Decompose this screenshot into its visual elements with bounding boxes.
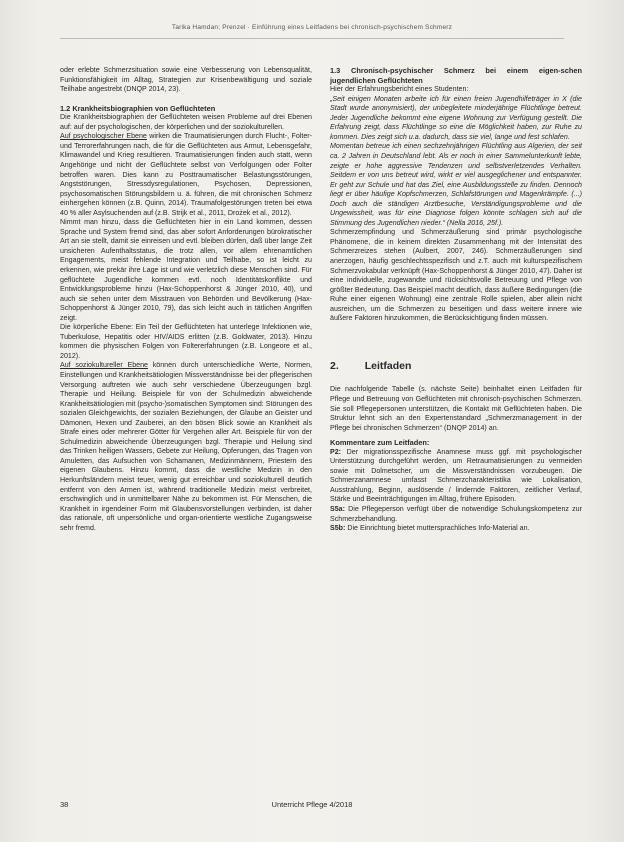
item-text: Die Pflegeperson verfügt über die notwendige Schulungskompetenz zur Schmerzbehandlung. — [330, 505, 582, 523]
section-heading-2 — [330, 359, 582, 372]
paragraph — [60, 132, 312, 218]
underlined-term: Auf soziokultureller Ebene — [60, 361, 148, 370]
underlined-term: Auf psychologischer Ebene — [60, 132, 147, 141]
paragraph-text: können durch unterschiedliche Werte, Normen, Einstellungen und Krankheitsätiologien Missverständnisse bei der pflegerischen Versorgung auftreten wie auch sehr verschiedene Überzeugungen bzgl. Therapie und Heilung. Beispiele für von der Schulmedizin abweichende Krankheitsätiologien mit (psycho-)somatischen Symptomen sind: Störungen des sozialen Gleichgewichts, der sozialen Beziehungen, der Glaube an Geister und Dämonen, Hexen und Zauberei, an den bösen Blick sowie an Krankheit als Strafe eines oder mehrerer Götter für Vergehen aller Art. Beispiele für von der Schulmedizin abweichende Überzeugungen bzgl. Therapie und Heilung sind das Trinken heiligen Wassers, Gebete zur Heilung, Opferungen, das Tragen von Amuletten, das Aufsuchen von Schamanen, Medizinmännern, Priestern des eigenen Glaubens. Hinzu kommt, dass die westliche Medizin in den Herkunftsländern meist teuer, wenig gut erreichbar und soziokulturell deutlich entfernt von den Armen ist, während traditionelle Medizin meist verbreitet, erschwinglich und in unmittelbarer Nähe zu bekommen ist. Für Menschen, die Krankheit in irgendeiner Form mit Glaubensvorstellungen verbinden, ist daher das rationale, oft unpersönliche und organ-orientierte westliche Zugangsweise sehr fremd. — [60, 361, 312, 532]
item-label: S5a: — [330, 505, 345, 514]
paragraph — [60, 361, 312, 533]
paragraph: Nimmt man hinzu, dass die Geflüchteten hier in ein Land kommen, dessen Sprache und System fremd sind, das aber sofort Anforderungen bürokratischer Art an sie stellt, damit sie einreisen und evtl. bleiben dürfen, daß über lange Zeit unsicheren Aufenthaltsstatus, die trotz allen, vor allem ehrenamtlichen Engagements, meist fehlende Integration und Teilhabe, so ist leicht zu erkennen, wie prekär ihre Lage ist und wie verletzlich diese Menschen sind. Für geflüchtete Jugendliche kommen evtl. noch Identitätskonflikte und Entwicklungsprobleme hinzu (Hax-Schoppenhorst & Jünger 2010, 40), und auch sie sehen unter dem Misstrauen von Behörden und Bevölkerung (Hax-Schoppenhorst & Jünger 2010, 79), das sich leicht auch in tätlichen Angriffen zeigt. — [60, 218, 312, 322]
paragraph — [330, 524, 582, 534]
paragraph — [330, 505, 582, 524]
section-heading-1-2: 1.2 Krankheitsbiographien von Geflüchteten — [60, 103, 216, 113]
item-label: P2: — [330, 447, 342, 456]
paragraph: Die Krankheitsbiographien der Geflüchteten weisen Probleme auf drei Ebenen auf: auf der psychologischen, der körperlichen und der soziokulturellen. — [60, 113, 312, 131]
page-number: 38 — [60, 800, 69, 809]
paragraph: Die körperliche Ebene: Ein Teil der Geflüchteten hat unterlege Infektionen wie, Tuberkulose, Hepatitis oder HIV/AIDS erlitten (z.B. Goldwater, 2013). Hinzu kommen die physischen Folgen von Foltererfahrungen (z.B. Longeore et al., 2012). — [60, 323, 312, 360]
paragraph: Hier der Erfahrungsbericht eines Studenten: — [330, 85, 469, 94]
running-header: Tarika Hamdan; Prenzel · Einführung eines Leitfadens bei chronisch-psychischem Schmerz — [171, 24, 453, 31]
quote: „Seit einigen Monaten arbeite ich für einen freien Jugendhilfeträger in X (die Stadt wurde anonymisiert), der unbegleitete minderjährige Flüchtlinge betreut. Jeder Jugendliche bekommt eine eigene Wohnung zur Verfügung gestellt. Die Erfahrung zeigt, dass Flüchtlinge so eine die Möglichkeit haben, zur Ruhe zu kommen. Dies zeigt sich u.a. dadurch, dass sie viel, lange und fest schlafen. — [330, 94, 582, 141]
section-title: Leitfaden — [364, 359, 412, 372]
item-label: S5b: — [330, 524, 346, 533]
paragraph: Schmerzempfindung und Schmerzäußerung sind primär psychologische Phänomene, die in keinem direkten Zusammenhang mit der Intensität des Schmerzreizes stehen (Aulbert, 2007, 246). Schmerzäußerungen sind anerzogen, häufig geschlechtsspezifisch und z.T. auch mit kulturspezifischem Schmerzvokabular verknüpft (Hax-Schoppenhorst & Jünger 2010, 47). Daher ist eine individuelle, zugewandte und rücksichtsvolle Betreuung und Pflege von größter Bedeutung. Das Beispiel macht deutlich, dass äußere Bedingungen (die Ruhe einer eigenen Wohnung) eine zentrale Rolle spielen, aber allein nicht ausreichen, um die Schmerzen zu beseitigen und dass weitere innere wie äußere Faktoren hinzukommen, die Berücksichtigung finden müssen. — [330, 228, 582, 323]
paragraph: Die nachfolgende Tabelle (s. nächste Seite) beinhaltet einen Leitfaden für Pflege und Betreuung von Geflüchteten mit chronisch-psychischen Schmerzen. Sie soll Pflegepersonen unterstützen, die Kontakt mit Geflüchteten haben. Die Struktur lehnt sich an den Expertenstandard „Schmerzmanagement in der Pflege bei chronischen Schmerzen“ (DNQP 2014) an. — [330, 385, 582, 432]
right-column — [330, 66, 582, 534]
section-heading-1-3: 1.3 Chronisch-psychischer Schmerz bei einem eigen-schen jugendlichen Geflüchteten — [330, 66, 582, 85]
journal-name: Unterricht Pflege 4/2018 — [271, 800, 353, 809]
left-column — [60, 66, 312, 533]
comments-heading: Kommentare zum Leitfaden: — [330, 438, 430, 448]
item-text: Die Einrichtung bietet muttersprachliches Info-Material an. — [345, 524, 530, 533]
section-number: 2. — [330, 359, 339, 372]
paragraph — [330, 448, 582, 505]
paragraph-text: wirken die Traumatisierungen durch Flucht-, Folter- und Terrorerfahrungen nach, die für die Geflüchteten aus Armut, Lebensgefahr, Klimawandel und Krieg resultieren. Traumatisierungen finden auch statt, wenn Angehörige und nicht der Geflüchtete selbst von Verfolgungen oder Folter betroffen waren. Dies kann zu Posttraumatischer Belastungsstörungen, Angststörungen, Stressdysregulationen, Psychosen, Depressionen, psychosomatischen Störungsbildern u. ä. führen, die mit chronischen Schmerz einhergehen können (z.B. Quinn, 2014). Traumafolgestörungen treten bei etwa 40 % aller Asylsuchenden auf (z.B. Strijk et al., 2011, Drożek et al., 2012). — [60, 132, 313, 217]
header-rule — [60, 38, 564, 39]
quote: Momentan betreue ich einen sechzehnjährigen Flüchtling aus Algerien, der seit ca. 2 Jahren in Deutschland lebt. Als er noch in einer Sammelunterkunft lebte, zeigte er hohe aggressive Tendenzen und selbstverletzendes Verhalten. Seitdem er von uns betreut wird, wirkt er viel ausgeglichener und entspannter. Er geht zur Schule und hat das Ziel, eine Ausbildungsstelle zu finden. Dennoch liegt er über häufige Kopfschmerzen, Schlafstörungen und Magenkrämpfe. (...) Doch auch die ständigen Arztbesuche, Verständigungsprobleme und die Ungewissheit, was für eine Diagnose folgen könnte schlagen sich auf die Stimmung des Jugendlichen nieder.“ (Nella 2016, 25f.). — [330, 142, 582, 227]
item-text: Der migrationsspezifische Anamnese muss ggf. mit psychologischer Unterstützung durchgeführt werden, um Retraumatisierungen zu vermeiden sowie mit Dolmetscher, um die Missverständnissen vorzubeugen. Die Schmerzanamnese umfasst Schmerzcharakteristika wie Lokalisation, Ausstrahlung, Beginn, auslösende / lindernde Faktoren, zeitlicher Verlauf, Stärke und Beeinträchtigungen im Alltag, frühere Episoden. — [330, 447, 582, 504]
paragraph: oder erlebte Schmerzsituation sowie eine Verbesserung von Lebensqualität, Funktionsfähigkeit im Alltag, Strategien zur Krisenbewältigung und soziale Teilhabe angestrebt (DNQP 2014, 23). — [60, 66, 312, 94]
